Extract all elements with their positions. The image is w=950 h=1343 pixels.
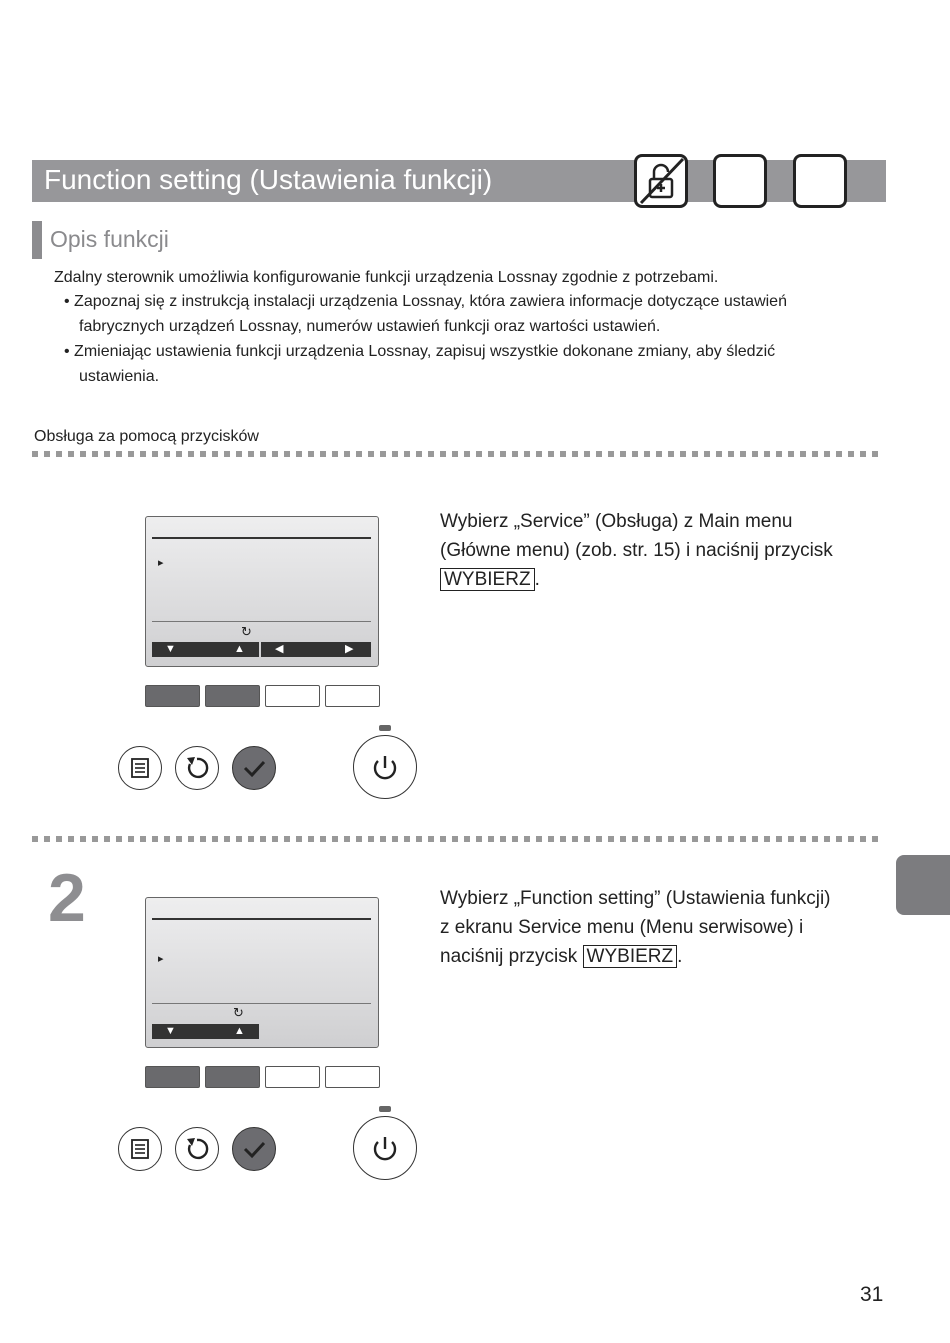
select-button[interactable] <box>232 746 276 790</box>
screen-separator <box>152 621 371 622</box>
bullet-1-line2: fabrycznych urządzeń Lossnay, numerów ustawień funkcji oraz wartości ustawień. <box>79 318 661 335</box>
page-title: Function setting (Ustawienia funkcji) <box>44 164 493 195</box>
right-arrow-icon: ▶ <box>345 643 354 655</box>
power-icon <box>354 736 416 798</box>
menu-button[interactable] <box>118 1127 162 1171</box>
menu-cursor-icon: ▸ <box>158 557 164 569</box>
softkey-bar-left <box>152 1024 259 1039</box>
step-2-number: 2 <box>48 860 86 936</box>
return-arrow-icon <box>176 1128 218 1170</box>
down-arrow-icon: ▼ <box>165 1025 176 1037</box>
screen-title-line <box>152 537 371 539</box>
up-arrow-icon: ▲ <box>234 1025 245 1037</box>
select-button-label: WYBIERZ <box>583 945 678 968</box>
lcd-screen-2 <box>145 897 379 1048</box>
function-key-f4[interactable] <box>325 685 380 707</box>
page-number: 31 <box>860 1283 884 1306</box>
return-button[interactable] <box>175 746 219 790</box>
lcd-screen-1 <box>145 516 379 667</box>
return-icon: ↻ <box>241 624 252 639</box>
select-button[interactable] <box>232 1127 276 1171</box>
softkey-bar-right <box>261 642 371 657</box>
function-key-f3[interactable] <box>265 685 320 707</box>
step-2-suffix: . <box>677 946 683 967</box>
dotted-divider <box>32 451 884 457</box>
left-arrow-icon: ◀ <box>275 643 284 655</box>
operation-led <box>379 1106 391 1112</box>
empty-mode-box <box>793 154 847 208</box>
return-button[interactable] <box>175 1127 219 1171</box>
intro-text: Zdalny sterownik umożliwia konfigurowanie funkcji urządzenia Lossnay zgodnie z potrzebami. <box>54 269 719 286</box>
function-key-f1[interactable] <box>145 685 200 707</box>
step-1-instructions <box>440 507 880 594</box>
step-2-instructions <box>440 884 880 971</box>
menu-cursor-icon: ▸ <box>158 953 164 965</box>
checkmark-icon <box>233 747 275 789</box>
subtitle-marker <box>32 221 42 259</box>
section-subtitle: Opis funkcji <box>50 226 169 252</box>
step-2-line-1: Wybierz „Function setting” (Ustawienia funkcji) <box>440 888 831 909</box>
empty-mode-box <box>713 154 767 208</box>
bullet-2-line1: • Zmieniając ustawienia funkcji urządzenia Lossnay, zapisuj wszystkie dokonane zmiany, aby śledzić <box>64 343 776 360</box>
step-1-line-1: Wybierz „Service” (Obsługa) z Main menu <box>440 511 793 532</box>
menu-list-icon <box>119 747 161 789</box>
screen-separator <box>152 1003 371 1004</box>
bullet-2-line2: ustawienia. <box>79 368 160 385</box>
return-arrow-icon <box>176 747 218 789</box>
return-icon: ↻ <box>233 1005 244 1020</box>
step-1-line-3 <box>440 565 880 594</box>
bullet-1-line1: • Zapoznaj się z instrukcją instalacji urządzenia Lossnay, która zawiera informacje dotyczące ustawień <box>64 293 787 310</box>
function-key-f2[interactable] <box>205 685 260 707</box>
dotted-divider <box>32 836 884 842</box>
operation-label: Obsługa za pomocą przycisków <box>34 428 259 445</box>
menu-button[interactable] <box>118 746 162 790</box>
operation-led <box>379 725 391 731</box>
step-1-line-2: (Główne menu) (zob. str. 15) i naciśnij przycisk <box>440 540 833 561</box>
step-2-line-3 <box>440 942 880 971</box>
step-1-suffix: . <box>534 569 540 590</box>
function-key-f2[interactable] <box>205 1066 260 1088</box>
up-arrow-icon: ▲ <box>234 643 245 655</box>
down-arrow-icon: ▼ <box>165 643 176 655</box>
menu-list-icon <box>119 1128 161 1170</box>
step-2-line-3-prefix: naciśnij przycisk <box>440 946 583 967</box>
power-button[interactable] <box>353 735 417 799</box>
softkey-bar-left <box>152 642 259 657</box>
lock-prohibited-icon <box>634 154 688 208</box>
power-icon <box>354 1117 416 1179</box>
checkmark-icon <box>233 1128 275 1170</box>
power-button[interactable] <box>353 1116 417 1180</box>
step-2-line-2: z ekranu Service menu (Menu serwisowe) i <box>440 917 804 938</box>
function-key-f1[interactable] <box>145 1066 200 1088</box>
select-button-label: WYBIERZ <box>440 568 535 591</box>
function-key-f3[interactable] <box>265 1066 320 1088</box>
screen-title-line <box>152 918 371 920</box>
chapter-side-tab <box>896 855 950 915</box>
function-key-f4[interactable] <box>325 1066 380 1088</box>
